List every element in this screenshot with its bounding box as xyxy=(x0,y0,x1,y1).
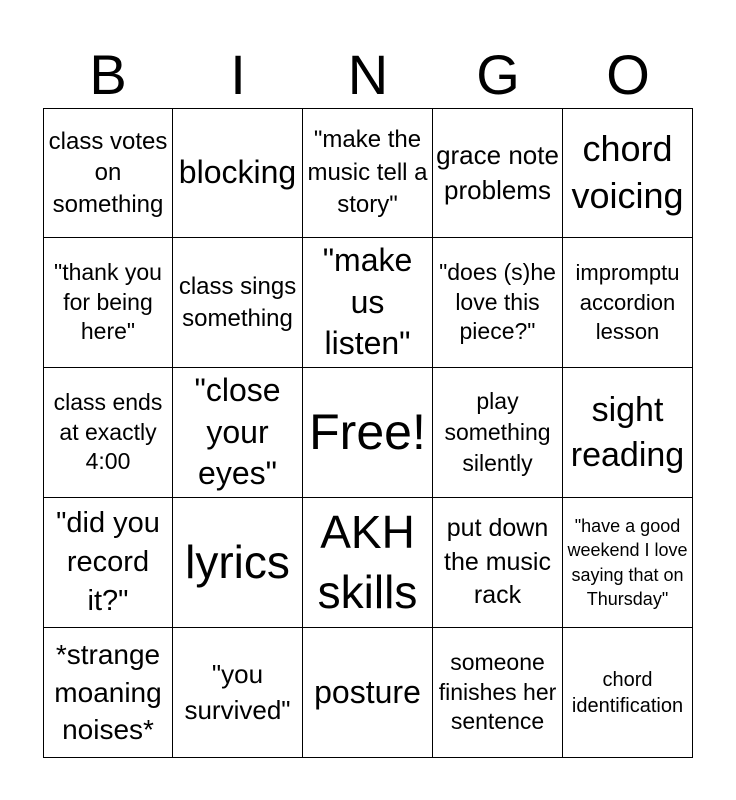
cell-text: blocking xyxy=(178,154,297,191)
cell-text: put down the music rack xyxy=(444,513,551,610)
cell-text: someone finishes her sentence xyxy=(438,648,557,735)
bingo-cell-2-3[interactable] xyxy=(303,238,433,368)
bingo-cell-5-2[interactable] xyxy=(173,628,303,758)
bingo-cell-3-5[interactable] xyxy=(563,368,693,498)
bingo-cell-3-2[interactable] xyxy=(173,368,303,498)
bingo-cell-1-5[interactable] xyxy=(563,108,693,238)
cell-text: chord voicing xyxy=(571,128,684,216)
cell-text: sight reading xyxy=(570,391,685,474)
bingo-cell-4-1[interactable] xyxy=(43,498,173,628)
cell-text: class votes on something xyxy=(48,128,168,218)
bingo-cell-1-4[interactable] xyxy=(433,108,563,238)
bingo-cell-5-3[interactable] xyxy=(303,628,433,758)
bingo-cell-4-3[interactable] xyxy=(303,498,433,628)
cell-text: impromptu accordion lesson xyxy=(575,259,680,345)
bingo-cell-2-5[interactable] xyxy=(563,238,693,368)
bingo-cell-4-2[interactable] xyxy=(173,498,303,628)
cell-text: "you survived" xyxy=(184,659,291,725)
cell-text: "have a good weekend I love saying that on Thursday" xyxy=(567,515,688,609)
cell-text: grace note problems xyxy=(436,139,559,205)
cell-text: "make us listen" xyxy=(322,242,413,362)
bingo-cell-1-2[interactable] xyxy=(173,108,303,238)
cell-text: "make the music tell a story" xyxy=(307,126,428,219)
bingo-cell-5-4[interactable] xyxy=(433,628,563,758)
header-letter-i: I xyxy=(230,43,246,106)
bingo-cell-1-1[interactable] xyxy=(43,108,173,238)
header-letter-g: G xyxy=(476,43,520,106)
bingo-cell-5-1[interactable] xyxy=(43,628,173,758)
cell-text: class sings something xyxy=(178,273,297,332)
bingo-cell-1-3[interactable] xyxy=(303,108,433,238)
bingo-cell-2-1[interactable] xyxy=(43,238,173,368)
bingo-cell-5-5[interactable] xyxy=(563,628,693,758)
cell-text: AKH skills xyxy=(317,505,418,618)
bingo-cell-3-1[interactable] xyxy=(43,368,173,498)
cell-text: class ends at exactly 4:00 xyxy=(53,388,163,475)
cell-text: "thank you for being here" xyxy=(54,258,162,345)
cell-text: "close your eyes" xyxy=(194,372,281,492)
cell-text: chord identification xyxy=(571,668,684,717)
header-letter-n: N xyxy=(347,43,389,106)
bingo-cell-free[interactable] xyxy=(303,368,433,498)
bingo-cell-4-4[interactable] xyxy=(433,498,563,628)
header-letter-o: O xyxy=(606,43,650,106)
cell-text: posture xyxy=(314,673,421,710)
bingo-cell-2-2[interactable] xyxy=(173,238,303,368)
cell-text: "did you record it?" xyxy=(56,506,160,618)
bingo-board xyxy=(43,108,693,758)
cell-text: *strange moaning noises* xyxy=(54,638,162,746)
cell-text: "does (s)he love this piece?" xyxy=(439,258,556,345)
cell-text: lyrics xyxy=(185,536,290,589)
bingo-cell-3-4[interactable] xyxy=(433,368,563,498)
bingo-header xyxy=(43,42,693,108)
bingo-cell-4-5[interactable] xyxy=(563,498,693,628)
header-letter-b: B xyxy=(89,43,127,106)
cell-text: Free! xyxy=(309,404,426,460)
cell-text: play something silently xyxy=(444,387,551,477)
bingo-cell-2-4[interactable] xyxy=(433,238,563,368)
